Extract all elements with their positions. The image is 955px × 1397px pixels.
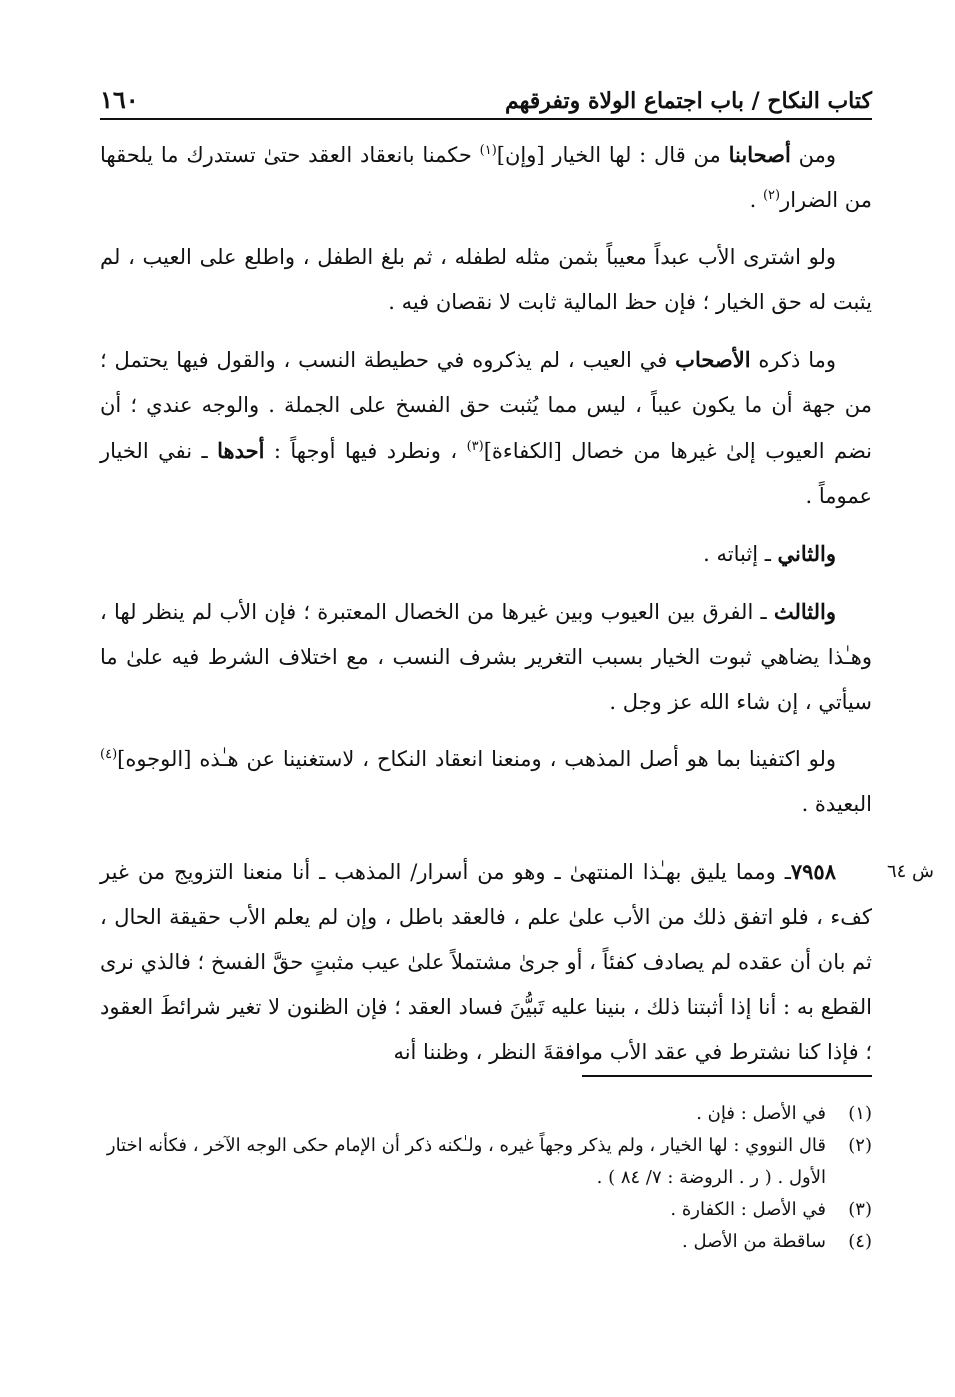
footnote-text: في الأصل : الكفارة . [670,1199,826,1220]
footnote [100,1194,872,1226]
footnote [100,1226,872,1258]
text-run: ولو اشترى الأب عبداً معيباً بثمن مثله لطفله ، ثم بلغ الطفل ، واطلع على العيب ، لم يثبت له حق الخيار ؛ فإن حظ المالية ثابت لا نقصان فيه . [100,245,872,314]
text-run: ، ونطرد فيها أوجهاً : [264,439,467,463]
footnote-number: (٣) [848,1199,872,1220]
footnote-ref: (١) [479,143,497,158]
footnote-ref: (٣) [466,439,484,454]
paragraph [100,337,872,519]
margin-note: ش ٦٤ [886,861,934,882]
footnote [100,1130,872,1194]
paragraph [100,589,872,725]
page-header [100,80,872,120]
text-run: من قال : لها الخيار [وإن] [496,143,729,167]
text-run: في العيب ، لم يذكروه في حطيطة النسب ، والقول فيها يحتمل ؛ من جهة أن ما يكون عيباً ، ليس مما يُثبت حق الفسخ على الجملة . والوجه عندي ؛ أن نضم العيوب إلىٰ غيرها من خصال [الكفاءة] [100,348,872,463]
paragraph [100,132,872,223]
footnote-ref: (٢) [762,188,781,203]
text-run: ولو اكتفينا بما هو أصل المذهب ، ومنعنا انعقاد النكاح ، لاستغنينا عن هـٰذه [الوجوه] [117,747,836,771]
running-head: كتاب النكاح / باب اجتماع الولاة وتفرقهم [504,88,872,114]
paragraph [100,235,872,325]
text-run: حكمنا بانعقاد العقد حتىٰ تستدرك ما يلحقها من الضرار [100,143,872,212]
text-run: ومن [790,143,836,167]
text-run: . [749,188,763,212]
footnote-number: (٤) [848,1231,872,1252]
footnote-text: ساقطة من الأصل . [682,1231,826,1252]
footnote-number: (١) [848,1103,872,1124]
footnote-number: (٢) [848,1135,872,1156]
issue-text [100,860,872,1064]
text-run: البعيدة . [801,792,872,816]
bold-term: أصحابنا [728,142,791,167]
paragraph [100,737,872,827]
bold-term: الأصحاب [675,347,751,372]
footnote [100,1098,872,1130]
text-run: ـ إثباته . [703,542,778,566]
text-run: ـ ومما يليق بهـٰذا المنتهىٰ ـ وهو من أسرار/ المذهب ـ أنا منعنا التزويج من غير كفء ، فلو اتفق ذلك من الأب علىٰ علم ، فالعقد باطل ، وإن لم يعلم الأب حقيقة الحال ، ثم بان أن عقده لم يصادف كفئاً ، أو جرىٰ مشتملاً علىٰ عيب مثبتٍ حقَّ الفسخ ؛ فالذي نرى القطع به : أنا إذا أثبتنا ذلك ، بنينا عليه تَبيُّنَ فساد العقد ؛ فإن الظنون لا تغير شرائطَ العقود ؛ فإذا كنا نشترط في عقد الأب موافقةَ النظر ، وظننا أنه [100,860,872,1064]
text-run: ـ الفرق بين العيوب وبين غيرها من الخصال المعتبرة ؛ فإن الأب لم ينظر لها ، وهـٰذا يضاهي ثبوت الخيار بسبب التغرير بشرف النسب ، مع اختلاف الشرط فيه علىٰ ما سيأتي ، إن شاء الله عز وجل . [100,600,872,714]
footnote-text: قال النووي : لها الخيار ، ولم يذكر وجهاً غيره ، ولـٰكنه ذكر أن الإمام حكى الوجه الآخر ، فكأنه اختار الأول . ( ر . الروضة : ٧/ ٨٤ ) . [106,1135,826,1188]
text-run: وما ذكره [750,348,837,372]
bold-term: والثالث [773,599,836,624]
footnotes [100,1098,872,1258]
paragraph [100,531,872,577]
footnote-ref: (٤) [100,747,118,762]
text-run: ـ نفي الخيار عموماً . [100,439,872,508]
page-number: ١٦٠ [100,85,139,114]
bold-term: أحدها [217,438,265,463]
bold-term: والثاني [777,541,836,566]
footnote-separator [582,1075,872,1077]
main-text [100,132,934,1087]
issue-paragraph [100,849,934,1075]
bold-term: ٧٩٥٨ [790,859,836,884]
footnote-text: في الأصل : فإن . [696,1103,826,1124]
